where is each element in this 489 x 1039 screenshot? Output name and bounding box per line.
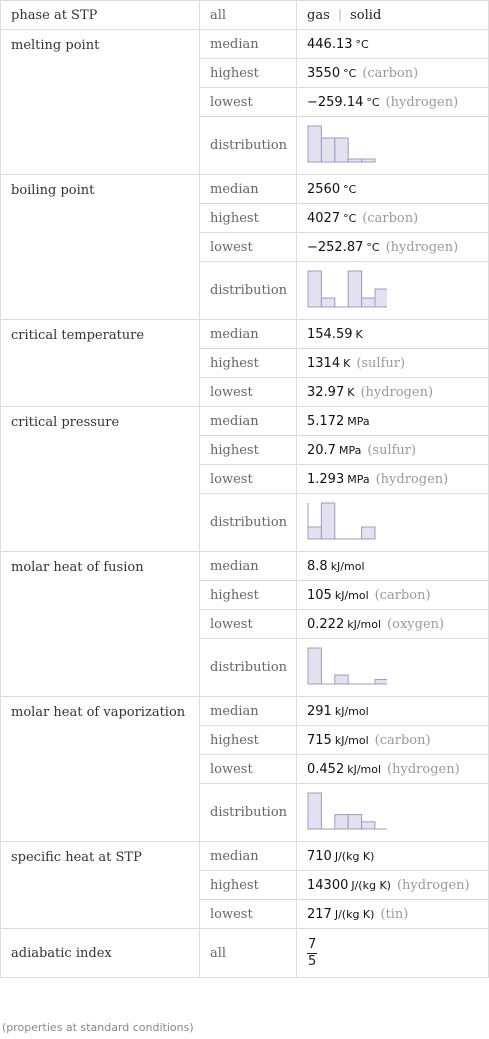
histogram-bar	[321, 503, 334, 539]
value-number: 3550	[307, 65, 341, 81]
sub-label: lowest	[200, 755, 297, 784]
property-label: critical pressure	[1, 407, 200, 552]
footnote: (properties at standard conditions)	[2, 1021, 194, 1034]
value-cell	[297, 88, 489, 117]
value-cell	[297, 552, 489, 581]
sub-label: median	[200, 552, 297, 581]
sub-label: highest	[200, 204, 297, 233]
value-number: 4027	[307, 210, 341, 226]
histogram-bar	[321, 138, 334, 162]
value-number: 0.452	[307, 761, 345, 777]
value-number: 710	[307, 848, 332, 864]
value-unit: J/(kg K)	[334, 849, 375, 863]
value-cell	[297, 436, 489, 465]
sub-label: distribution	[200, 494, 297, 552]
property-label: melting point	[1, 30, 200, 175]
value-number: 32.97	[307, 384, 345, 400]
value-number: 105	[307, 587, 332, 603]
value-note: (hydrogen)	[387, 761, 460, 777]
value-unit: °C	[343, 66, 357, 80]
value-number: 20.7	[307, 442, 336, 458]
value-cell	[297, 581, 489, 610]
value-note: (hydrogen)	[396, 877, 470, 893]
histogram	[307, 791, 387, 835]
sub-label: median	[200, 30, 297, 59]
value-number: 446.13	[307, 36, 353, 52]
value-unit: MPa	[347, 472, 370, 486]
denominator: 5	[308, 953, 317, 969]
distribution-cell	[297, 262, 489, 320]
value-cell	[297, 30, 489, 59]
sub-label: highest	[200, 59, 297, 88]
value-unit: J/(kg K)	[351, 878, 391, 892]
sub-label: highest	[200, 726, 297, 755]
table-row	[1, 552, 489, 581]
value-number: −252.87	[307, 239, 364, 255]
distribution-cell	[297, 639, 489, 697]
distribution-cell	[297, 494, 489, 552]
value-unit: J/(kg K)	[334, 907, 375, 921]
sub-label: highest	[200, 581, 297, 610]
sub-label: median	[200, 842, 297, 871]
value-note: (hydrogen)	[385, 94, 459, 110]
table-row	[1, 697, 489, 726]
value-number: 154.59	[307, 326, 353, 342]
value-note: (sulfur)	[356, 355, 406, 371]
property-label: specific heat at STP	[1, 842, 200, 929]
table-row	[1, 407, 489, 436]
value-unit: kJ/mol	[347, 617, 382, 631]
value-cell	[297, 929, 489, 978]
sub-label: all	[200, 1, 297, 30]
histogram-bar	[308, 793, 321, 829]
value-unit: MPa	[347, 414, 370, 428]
histogram-bar	[348, 814, 361, 828]
property-label: molar heat of fusion	[1, 552, 200, 697]
value-cell	[297, 900, 489, 929]
value-cell	[297, 59, 489, 88]
value-number: 0.222	[307, 616, 345, 632]
value-number: 715	[307, 732, 332, 748]
table-row	[1, 30, 489, 59]
sub-label: distribution	[200, 262, 297, 320]
value-note: (hydrogen)	[360, 384, 434, 400]
value-cell	[297, 233, 489, 262]
value-unit: °C	[343, 182, 357, 196]
histogram	[307, 124, 387, 168]
sub-label: all	[200, 929, 297, 978]
value-unit: K	[355, 327, 363, 341]
table-row	[1, 1, 489, 30]
value-note: (carbon)	[362, 210, 419, 226]
sub-label: lowest	[200, 610, 297, 639]
histogram-bar	[348, 271, 361, 307]
histogram-bar	[335, 138, 348, 162]
value-unit: °C	[355, 37, 369, 51]
fraction	[307, 937, 317, 970]
distribution-cell	[297, 784, 489, 842]
value-cell	[297, 726, 489, 755]
table-row	[1, 929, 489, 978]
histogram-bar	[335, 814, 348, 828]
value-unit: °C	[366, 240, 380, 254]
histogram	[307, 501, 387, 545]
histogram-bar	[308, 271, 321, 307]
value-number: 8.8	[307, 558, 328, 574]
histogram-bar	[308, 527, 321, 539]
value-number: 291	[307, 703, 332, 719]
histogram-bar	[308, 648, 321, 684]
value-unit: kJ/mol	[334, 733, 369, 747]
value-number: 217	[307, 906, 332, 922]
value-note: (hydrogen)	[385, 239, 459, 255]
histogram	[307, 269, 387, 313]
sub-label: lowest	[200, 378, 297, 407]
value-note: (carbon)	[374, 732, 431, 748]
sub-label: lowest	[200, 900, 297, 929]
sub-label: median	[200, 320, 297, 349]
value-cell	[297, 378, 489, 407]
value-cell	[297, 465, 489, 494]
value-note: (hydrogen)	[375, 471, 449, 487]
sub-label: median	[200, 175, 297, 204]
histogram-bar	[335, 675, 348, 684]
value-cell	[297, 842, 489, 871]
table-row	[1, 175, 489, 204]
value-note: (sulfur)	[367, 442, 417, 458]
value-unit: °C	[366, 95, 380, 109]
value-unit: kJ/mol	[334, 588, 369, 602]
histogram-bar	[362, 159, 375, 162]
value-unit: K	[343, 356, 351, 370]
histogram-bar	[308, 126, 321, 162]
property-label: molar heat of vaporization	[1, 697, 200, 842]
value-cell	[297, 697, 489, 726]
value-note: (oxygen)	[387, 616, 445, 632]
histogram-bar	[375, 289, 387, 307]
sub-label: lowest	[200, 465, 297, 494]
property-label: critical temperature	[1, 320, 200, 407]
value-number: 5.172	[307, 413, 345, 429]
value-gas: gas	[307, 7, 330, 23]
sub-label: lowest	[200, 233, 297, 262]
value-cell	[297, 175, 489, 204]
table-row	[1, 320, 489, 349]
value-note: (carbon)	[362, 65, 419, 81]
sub-label: highest	[200, 436, 297, 465]
value-cell	[297, 407, 489, 436]
value-solid: solid	[350, 7, 382, 23]
value-number: 1314	[307, 355, 341, 371]
value-cell	[297, 755, 489, 784]
sub-label: highest	[200, 349, 297, 378]
value-unit: kJ/mol	[330, 559, 365, 573]
value-cell	[297, 349, 489, 378]
value-unit: MPa	[338, 443, 362, 457]
property-label: boiling point	[1, 175, 200, 320]
value-unit: kJ/mol	[334, 704, 369, 718]
sub-label: median	[200, 407, 297, 436]
histogram	[307, 646, 387, 690]
sub-label: lowest	[200, 88, 297, 117]
histogram-bar	[362, 527, 375, 539]
value-number: 2560	[307, 181, 341, 197]
histogram-bar	[375, 679, 387, 684]
sub-label: distribution	[200, 784, 297, 842]
value-unit: °C	[343, 211, 357, 225]
sub-label: median	[200, 697, 297, 726]
distribution-cell	[297, 117, 489, 175]
sub-label: distribution	[200, 639, 297, 697]
histogram-bar	[362, 298, 375, 307]
value-cell	[297, 320, 489, 349]
value-number: 1.293	[307, 471, 345, 487]
separator: |	[337, 7, 343, 23]
histogram-bar	[348, 159, 361, 162]
sub-label: distribution	[200, 117, 297, 175]
value-note: (tin)	[380, 906, 409, 922]
sub-label: highest	[200, 871, 297, 900]
numerator: 7	[308, 936, 317, 952]
value-cell	[297, 610, 489, 639]
table-row	[1, 842, 489, 871]
value-cell	[297, 204, 489, 233]
histogram-bar	[362, 821, 375, 828]
value-cell	[297, 871, 489, 900]
value-unit: K	[347, 385, 355, 399]
value-note: (carbon)	[374, 587, 431, 603]
value-number: −259.14	[307, 94, 364, 110]
value-unit: kJ/mol	[347, 762, 382, 776]
property-label: adiabatic index	[1, 929, 200, 978]
value-number: 14300	[307, 877, 349, 893]
histogram-bar	[321, 298, 334, 307]
phase-value	[297, 1, 489, 30]
property-label: phase at STP	[1, 1, 200, 30]
